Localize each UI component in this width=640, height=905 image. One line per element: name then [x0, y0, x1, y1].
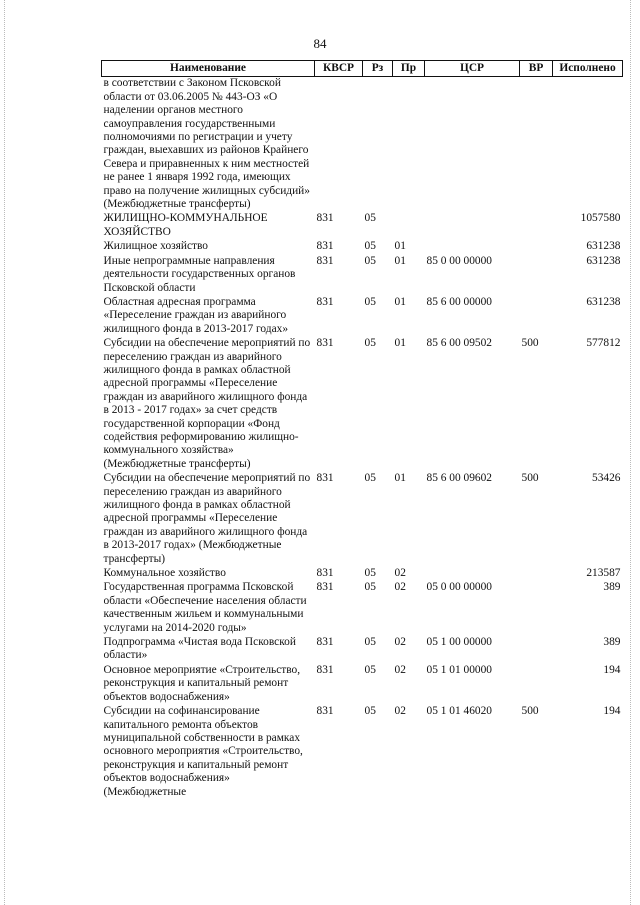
cell-vr	[520, 581, 553, 636]
table-row	[102, 636, 623, 664]
cell-done: 631238	[586, 295, 621, 308]
cell-kvsr: 831	[316, 254, 334, 267]
table-header	[102, 61, 623, 77]
scan-edge-right	[630, 0, 632, 905]
cell-csr	[425, 212, 520, 240]
cell-pr	[393, 77, 425, 213]
cell-rz: 05	[364, 581, 376, 594]
cell-pr: 02	[394, 567, 406, 580]
cell-kvsr: 831	[316, 472, 334, 485]
cell-done: 194	[603, 705, 621, 718]
cell-name: Жилищное хозяйство	[103, 240, 209, 253]
cell-vr	[520, 296, 553, 337]
cell-vr	[520, 240, 553, 254]
cell-kvsr: 831	[316, 705, 334, 718]
table-row	[102, 255, 623, 296]
cell-pr: 01	[394, 472, 406, 485]
header-kvsr: КВСР	[315, 61, 363, 77]
header-done: Исполнено	[553, 61, 623, 77]
header-pr: Пр	[393, 61, 425, 77]
header-name: Наименование	[102, 61, 315, 77]
cell-pr: 01	[394, 240, 406, 253]
cell-vr	[520, 567, 553, 581]
cell-rz	[363, 77, 393, 213]
cell-pr: 02	[394, 663, 406, 676]
table-row	[102, 581, 623, 636]
cell-name: Субсидии на обеспечение мероприятий по переселению граждан из аварийного жилищного фонда в рамках областной адресной программы «Переселение граждан из аварийного жилищного фонда в 2013-2017 годах» (Межбюджетные трансферты)	[103, 472, 311, 565]
scan-edge-left	[4, 0, 6, 905]
cell-pr: 01	[394, 254, 406, 267]
cell-kvsr: 831	[316, 295, 334, 308]
cell-kvsr: 831	[316, 240, 334, 253]
cell-rz: 05	[364, 705, 376, 718]
cell-csr: 05 1 01 46020	[426, 705, 492, 718]
cell-done: 1057580	[580, 212, 621, 225]
cell-pr: 02	[394, 705, 406, 718]
cell-pr: 02	[394, 636, 406, 649]
cell-done: 577812	[586, 337, 621, 350]
cell-vr	[520, 212, 553, 240]
cell-csr: 85 6 00 09602	[426, 472, 492, 485]
cell-rz: 05	[364, 636, 376, 649]
cell-csr: 85 0 00 00000	[426, 254, 492, 267]
cell-rz: 05	[364, 337, 376, 350]
cell-done: 389	[603, 581, 621, 594]
cell-csr	[425, 567, 520, 581]
cell-name: Коммунальное хозяйство	[103, 567, 226, 580]
cell-vr	[520, 255, 553, 296]
cell-name: Государственная программа Псковской области «Обеспечение населения области качественным жильем и коммунальными услугами на 2014-2020 годы»	[103, 581, 307, 634]
header-row	[102, 61, 623, 77]
table-row	[102, 337, 623, 472]
cell-csr: 05 1 00 00000	[426, 636, 492, 649]
cell-pr: 01	[394, 295, 406, 308]
cell-name: в соответствии с Законом Псковской области от 03.06.2005 № 443-ОЗ «О наделении органов местного самоуправления государственными полномочиями по регистрации и учету граждан, выехавших из районов Крайнего Севера и приравненных к ним местностей не ранее 1 января 1992 года, имеющих право на получение жилищных субсидий» (Межбюджетные трансферты)	[103, 77, 310, 211]
cell-pr	[393, 212, 425, 240]
cell-done: 213587	[586, 567, 621, 580]
header-csr: ЦСР	[425, 61, 520, 77]
cell-name: Иные непрограммные направления деятельности государственных органов Псковской области	[103, 254, 296, 294]
table-row	[102, 77, 623, 213]
cell-kvsr	[315, 77, 363, 213]
cell-rz: 05	[364, 567, 376, 580]
cell-kvsr: 831	[316, 663, 334, 676]
cell-csr: 05 0 00 00000	[426, 581, 492, 594]
cell-done: 389	[603, 636, 621, 649]
header-rz: Рз	[363, 61, 393, 77]
cell-rz: 05	[364, 295, 376, 308]
cell-kvsr: 831	[316, 212, 334, 225]
cell-vr	[520, 664, 553, 705]
table-row	[102, 705, 623, 800]
cell-kvsr: 831	[316, 581, 334, 594]
table-row	[102, 240, 623, 254]
cell-name: Подпрограмма «Чистая вода Псковской области»	[103, 636, 296, 662]
cell-name: Субсидии на обеспечение мероприятий по переселению граждан из аварийного жилищного фонда в рамках областной адресной программы «Переселение граждан из аварийного жилищного фонда в 2013 - 2017 годах» за счет средств государственной корпорации «Фонд содействия реформированию жилищно-коммунального хозяйства» (Межбюджетные трансферты)	[103, 337, 311, 470]
cell-vr: 500	[521, 472, 539, 485]
table-row	[102, 664, 623, 705]
cell-rz: 05	[364, 663, 376, 676]
table-row	[102, 472, 623, 567]
cell-vr	[520, 77, 553, 213]
cell-pr: 01	[394, 337, 406, 350]
page-number: 84	[313, 36, 327, 51]
cell-csr: 85 6 00 09502	[426, 337, 492, 350]
header-vr: ВР	[520, 61, 553, 77]
cell-csr: 85 6 00 00000	[426, 295, 492, 308]
cell-done	[553, 77, 623, 213]
cell-csr: 05 1 01 00000	[426, 663, 492, 676]
cell-vr: 500	[521, 337, 539, 350]
table-body	[102, 77, 623, 800]
cell-name: Областная адресная программа «Переселение граждан из аварийного жилищного фонда в 2013-2017 годах»	[103, 295, 289, 335]
cell-done: 631238	[586, 254, 621, 267]
cell-csr	[425, 77, 520, 213]
cell-kvsr: 831	[316, 337, 334, 350]
budget-execution-table	[101, 60, 623, 800]
table-row	[102, 296, 623, 337]
cell-rz: 05	[364, 254, 376, 267]
cell-name: ЖИЛИЩНО-КОММУНАЛЬНОЕ ХОЗЯЙСТВО	[103, 212, 268, 238]
table-row	[102, 567, 623, 581]
cell-kvsr: 831	[316, 567, 334, 580]
cell-done: 53426	[592, 472, 621, 485]
cell-pr: 02	[394, 581, 406, 594]
cell-done: 194	[603, 663, 621, 676]
cell-vr: 500	[521, 705, 539, 718]
table-row	[102, 212, 623, 240]
cell-vr	[520, 636, 553, 664]
cell-done: 631238	[586, 240, 621, 253]
cell-rz: 05	[364, 240, 376, 253]
cell-csr	[425, 240, 520, 254]
cell-name: Субсидии на софинансирование капитального ремонта объектов муниципальной собственности в рамках основного мероприятия «Строительство, реконструкция и капитальный ремонт объектов водоснабжения» (Межбюджетные	[103, 705, 303, 798]
cell-rz: 05	[364, 472, 376, 485]
cell-name: Основное мероприятие «Строительство, реконструкция и капитальный ремонт объектов водоснабжения»	[103, 663, 301, 703]
cell-kvsr: 831	[316, 636, 334, 649]
cell-rz: 05	[364, 212, 376, 225]
